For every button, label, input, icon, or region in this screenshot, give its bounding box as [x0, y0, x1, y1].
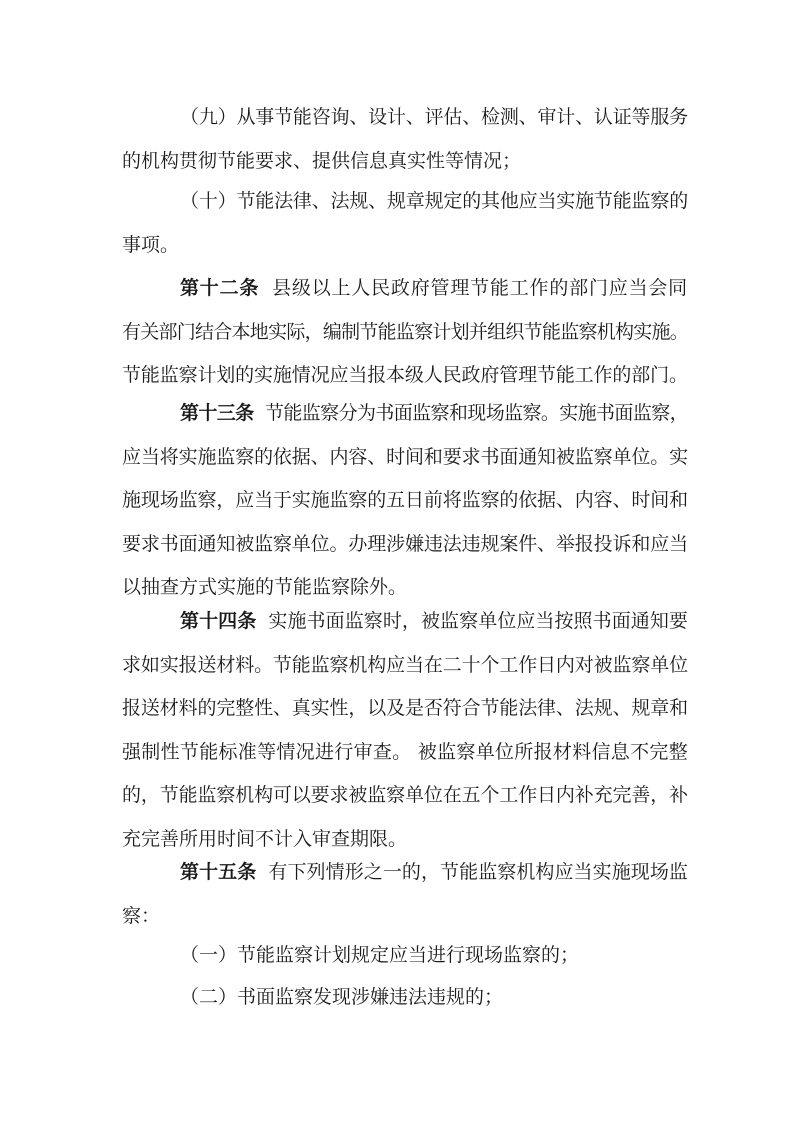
line: 的机构贯彻节能要求、提供信息真实性等情况；: [122, 149, 522, 172]
line: 察：: [122, 904, 161, 927]
line-text: 县级以上人民政府管理节能工作的部门应当会同: [265, 277, 688, 299]
article-heading: 第十四条: [180, 610, 257, 632]
clause-nine: [122, 96, 688, 183]
article-14: [122, 600, 688, 861]
line: 应当将实施监察的依据、内容、时间和要求书面通知被监察单位。实: [122, 445, 688, 468]
article-heading: 第十三条: [180, 402, 254, 424]
line: 节能监察计划的实施情况应当报本级人民政府管理节能工作的部门。: [122, 364, 688, 386]
line: [122, 267, 688, 311]
line: （二）书面监察发现涉嫌违法违规的；: [180, 986, 504, 1008]
line: 强制性节能标准等情况进行审查。 被监察单位所报材料信息不完整: [122, 740, 688, 763]
line: 施现场监察，应当于实施监察的五日前将监察的依据、内容、时间和: [122, 489, 688, 511]
line: [122, 851, 688, 895]
clause-one: [122, 934, 688, 978]
clause-two: [122, 976, 688, 1020]
line: （九）从事节能咨询、设计、评估、检测、审计、认证等服务: [180, 106, 688, 128]
article-heading: 第十二条: [180, 277, 260, 299]
line: 事项。: [122, 233, 180, 256]
article-12: [122, 267, 688, 398]
line-text: 节能监察分为书面监察和现场监察。实施书面监察，: [259, 402, 688, 424]
line: [122, 600, 688, 644]
line: 报送材料的完整性、真实性，以及是否符合节能法律、法规、规章和: [122, 697, 688, 719]
line: 求如实报送材料。节能监察机构应当在二十个工作日内对被监察单位: [122, 653, 688, 676]
article-15: [122, 851, 688, 938]
article-13: [122, 392, 688, 610]
line-text: 有下列情形之一的，节能监察机构应当实施现场监: [262, 861, 688, 883]
line: 以抽查方式实施的节能监察除外。: [122, 576, 408, 598]
line: （十）节能法律、法规、规章规定的其他应当实施节能监察的: [180, 190, 688, 212]
line: 要求书面通知被监察单位。办理涉嫌违法违规案件、举报投诉和应当: [122, 532, 688, 555]
line: 有关部门结合本地实际，编制节能监察计划并组织节能监察机构实施。: [122, 320, 688, 343]
line: 的，节能监察机构可以要求被监察单位在五个工作日内补充完善，补: [122, 784, 688, 806]
line: [122, 392, 688, 436]
article-heading: 第十五条: [180, 861, 257, 883]
clause-ten: [122, 180, 688, 267]
line-text: 实施书面监察时，被监察单位应当按照书面通知要: [262, 610, 688, 632]
line: 充完善所用时间不计入审查期限。: [122, 827, 408, 850]
line: （一）节能监察计划规定应当进行现场监察的；: [180, 944, 580, 966]
